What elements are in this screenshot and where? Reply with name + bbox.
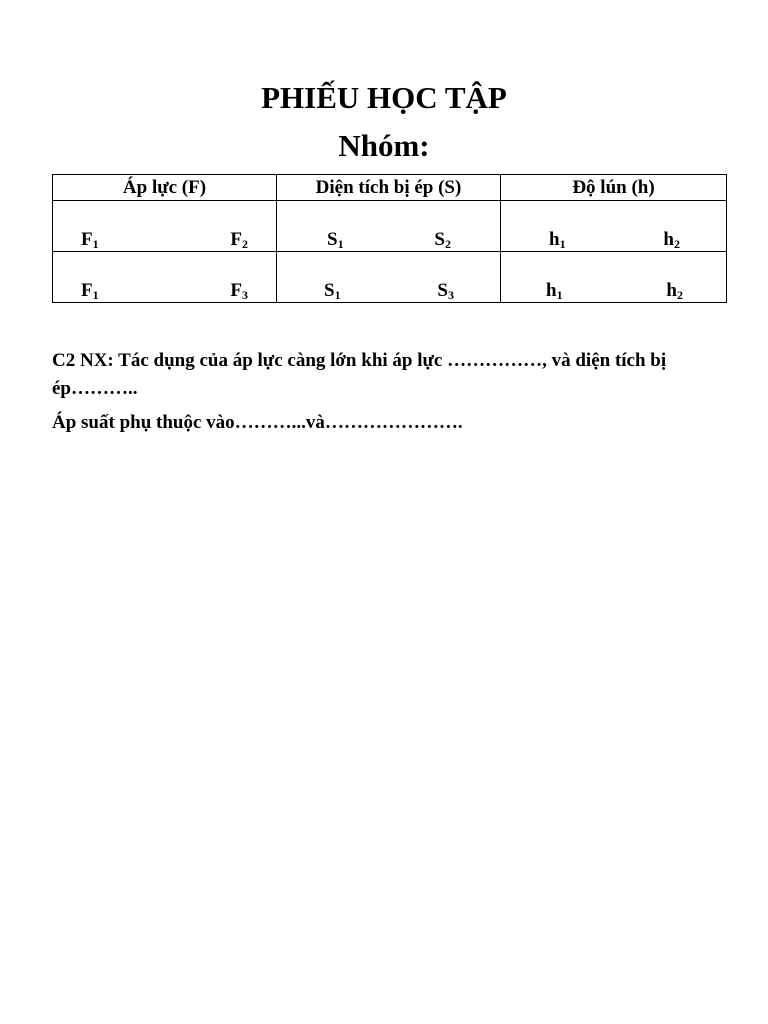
question-c2: C2 NX: Tác dụng của áp lực càng lớn khi áp lực ……………, và diện tích bị ép……….. <box>52 350 667 399</box>
variable-label: $S_1$ <box>327 229 344 251</box>
variable-label: $F_3$ <box>230 280 248 302</box>
conclusion-text: Áp suất phụ thuộc vào………...và…………………. <box>52 412 463 433</box>
table-header-row <box>53 175 727 201</box>
area-cell <box>277 252 501 303</box>
header-area: Diện tích bị ép (S) <box>277 175 501 201</box>
header-depth: Độ lún (h) <box>501 175 727 201</box>
depth-cell <box>501 252 727 303</box>
variable-label: $F_1$ <box>81 229 99 251</box>
force-cell <box>53 252 277 303</box>
variable-label: $h_2$ <box>663 229 680 251</box>
variable-label: $h_1$ <box>549 229 566 251</box>
variable-label: $F_2$ <box>230 229 248 251</box>
area-cell <box>277 201 501 252</box>
depth-cell <box>501 201 727 252</box>
table-row <box>53 201 727 252</box>
variable-label: $F_1$ <box>81 280 99 302</box>
variable-label: $S_3$ <box>437 280 454 302</box>
worksheet-title: PHIẾU HỌC TẬP <box>261 80 507 115</box>
group-label: Nhóm: <box>338 128 430 163</box>
experiment-table <box>52 174 727 303</box>
header-force: Áp lực (F) <box>53 175 277 201</box>
variable-label: $S_2$ <box>434 229 451 251</box>
variable-label: $h_1$ <box>546 280 563 302</box>
variable-label: $S_1$ <box>324 280 341 302</box>
force-cell <box>53 201 277 252</box>
table-row <box>53 252 727 303</box>
variable-label: $h_2$ <box>666 280 683 302</box>
